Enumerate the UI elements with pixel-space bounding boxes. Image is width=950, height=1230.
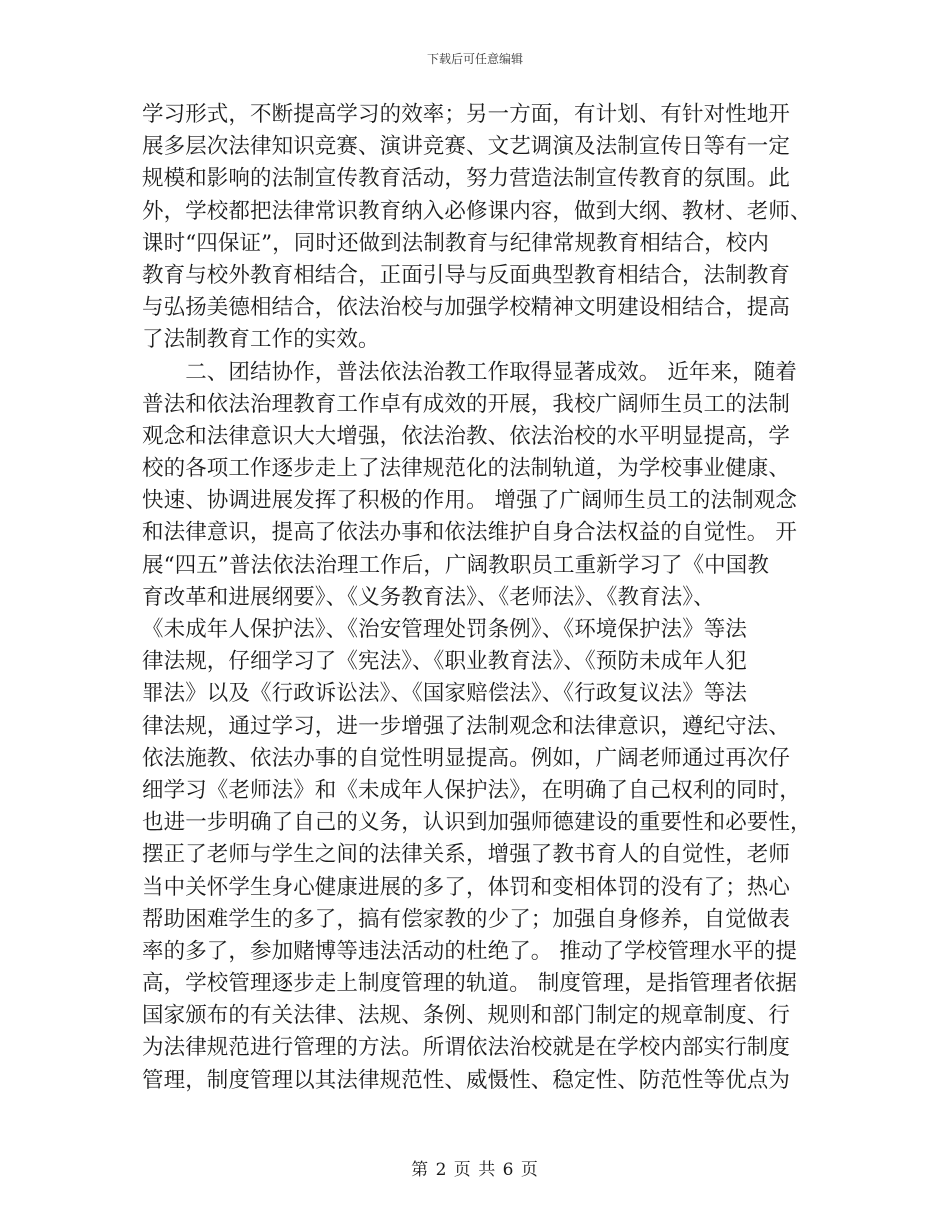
text-line: 学习形式，不断提高学习的效率；另一方面，有计划、有针对性地开 (142, 102, 791, 127)
text-line: 观念和法律意识大大增强，依法治教、依法治校的水平明显提高，学 (142, 423, 791, 449)
text-line: 《未成年人保护法》、《治安管理处罚条例》、《环境保护法》等法 (142, 617, 748, 642)
text-line: 二、团结协作，普法依法治教工作取得显著成效。 近年来，随着 (142, 359, 797, 385)
text-line: 依法施教、依法办事的自觉性明显提高。例如，广阔老师通过再次仔 (142, 745, 791, 771)
text-line: 和法律意识，提高了依法办事和依法维护自身合法权益的自觉性。 开 (142, 520, 797, 546)
text-line: 外，学校都把法律常识教育纳入必修课内容，做到大纲、教材、老师、 (142, 198, 812, 224)
text-line: 规模和影响的法制宣传教育活动，努力营造法制宣传教育的氛围。此 (142, 166, 791, 192)
text-line: 与弘扬美德相结合，依法治校与加强学校精神文明建设相结合，提高 (142, 295, 791, 321)
text-line: 当中关怀学生身心健康进展的多了，体罚和变相体罚的没有了；热心 (142, 874, 791, 900)
text-line: 罪法》以及《行政诉讼法》、《国家赔偿法》、《行政复议法》等法 (142, 681, 748, 707)
text-line: 细学习《老师法》和《未成年人保护法》，在明确了自己权利的同时， (142, 777, 801, 803)
text-line: 摆正了老师与学生之间的法律关系，增强了教书育人的自觉性，老师 (142, 842, 791, 868)
text-line: 也进一步明确了自己的义务，认识到加强师德建设的重要性和必要性， (142, 810, 812, 836)
document-body (142, 99, 810, 1097)
text-line: 高，学校管理逐步走上制度管理的轨道。 制度管理，是指管理者依据 (142, 971, 797, 997)
text-line: 展多层次法律知识竞赛、演讲竞赛、文艺调演及法制宣传日等有一定 (142, 134, 791, 160)
text-line: 快速、协调进展发挥了积极的作用。 增强了广阔师生员工的法制观念 (142, 488, 797, 514)
text-line: 普法和依法治理教育工作卓有成效的开展，我校广阔师生员工的法制 (142, 391, 791, 417)
text-line: 了法制教育工作的实效。 (142, 327, 380, 353)
text-line: 管理，制度管理以其法律规范性、威慑性、稳定性、防范性等优点为 (142, 1067, 791, 1093)
text-line: 课时“四保证”，同时还做到法制教育与纪律常规教育相结合，校内 (142, 230, 769, 256)
text-line: 展“四五”普法依法治理工作后，广阔教职员工重新学习了《中国教 (142, 552, 769, 578)
text-line: 律法规，仔细学习了《宪法》、《职业教育法》、《预防未成年人犯 (142, 649, 748, 675)
text-line: 律法规，通过学习，进一步增强了法制观念和法律意识，遵纪守法、 (142, 713, 791, 739)
text-line: 为法律规范进行管理的方法。所谓依法治校就是在学校内部实行制度 (142, 1035, 791, 1061)
text-line: 校的各项工作逐步走上了法律规范化的法制轨道，为学校事业健康、 (142, 456, 791, 482)
text-line: 率的多了，参加赌博等违法活动的杜绝了。 推动了学校管理水平的提 (142, 938, 797, 964)
page-header-note: 下载后可任意编辑 (426, 52, 523, 66)
text-line: 帮助困难学生的多了，搞有偿家教的少了；加强自身修养，自觉做表 (142, 906, 791, 932)
page-number: 第 2 页 共 6 页 (411, 1160, 539, 1180)
text-line: 育改革和进展纲要》、《义务教育法》、《老师法》、《教育法》、 (142, 584, 715, 610)
text-line: 国家颁布的有关法律、法规、条例、规则和部门制定的规章制度、行 (142, 1003, 791, 1029)
text-line: 教育与校外教育相结合，正面引导与反面典型教育相结合，法制教育 (142, 262, 791, 288)
